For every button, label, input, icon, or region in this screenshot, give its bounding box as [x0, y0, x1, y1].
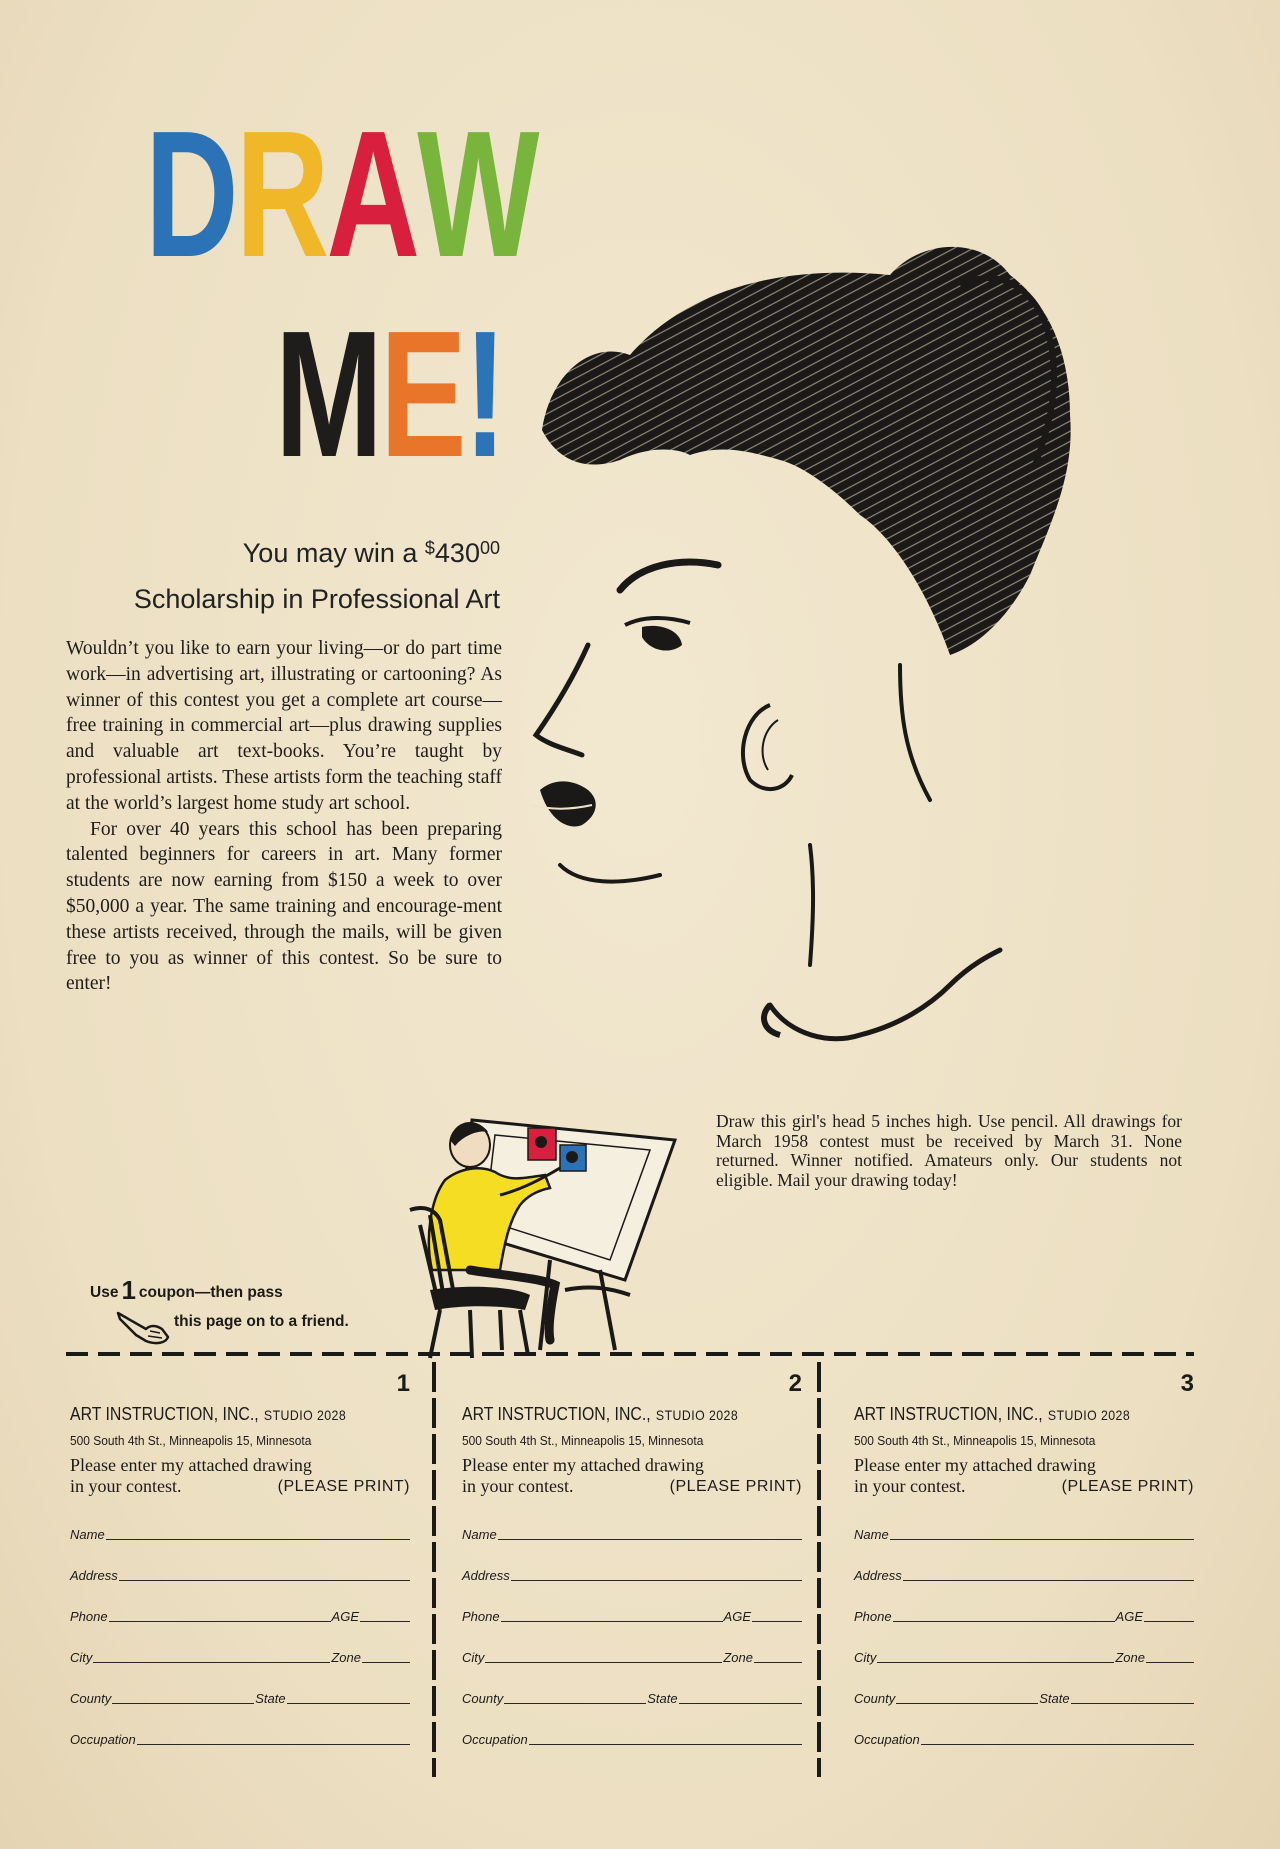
phone-age-field[interactable]: Phone AGE — [462, 1604, 802, 1624]
county-state-field[interactable]: County State — [70, 1686, 410, 1706]
coupon-divider-1 — [432, 1362, 436, 1777]
occupation-field[interactable]: Occupation — [70, 1727, 410, 1747]
address-field[interactable]: Address — [854, 1563, 1194, 1583]
address-field[interactable]: Address — [462, 1563, 802, 1583]
coupon-company: ART INSTRUCTION, INC., STUDIO 2028 — [854, 1404, 1131, 1424]
artist-at-drafting-table-illustration — [400, 1110, 680, 1360]
girl-head-illustration — [530, 245, 1190, 1075]
headline-letter-m: M — [275, 294, 381, 495]
pass-on-line1: Use 1 coupon—then pass — [90, 1275, 283, 1305]
city-zone-field[interactable]: City Zone — [70, 1645, 410, 1665]
subhead-line1: You may win a $^{\$}430^{00}$ — [242, 538, 500, 568]
headline-letter-exclaim: ! — [463, 294, 504, 495]
coupon-company: ART INSTRUCTION, INC., STUDIO 2028 — [462, 1404, 739, 1424]
headline-letter-w: W — [417, 94, 537, 295]
contest-instructions: Draw this girl's head 5 inches high. Use pencil. All drawings for March 1958 contest must be received by March 31. None returned. Winner notified. Amateurs only. Our students not eligible. Mail your drawing today! — [716, 1111, 1182, 1190]
phone-age-field[interactable]: Phone AGE — [854, 1604, 1194, 1624]
pointing-hand-icon — [116, 1305, 172, 1345]
coupon-number: 3 — [1180, 1370, 1194, 1397]
coupon-entry-text: Please enter my attached drawing in your contest. (PLEASE PRINT) — [854, 1455, 1194, 1496]
coupon-number: 2 — [788, 1370, 802, 1397]
headline-letter-d: D — [145, 94, 236, 295]
address-field[interactable]: Address — [70, 1563, 410, 1583]
pass-on-line2: this page on to a friend. — [174, 1313, 349, 1330]
headline-letter-a: A — [326, 94, 418, 295]
coupon-entry-text: Please enter my attached drawing in your contest. (PLEASE PRINT) — [462, 1455, 802, 1496]
coupon-divider-2 — [817, 1362, 821, 1777]
coupon-number: 1 — [396, 1370, 410, 1397]
occupation-field[interactable]: Occupation — [462, 1727, 802, 1747]
subhead — [60, 525, 500, 622]
name-field[interactable]: Name — [854, 1522, 1194, 1542]
coupon-address: 500 South 4th St., Minneapolis 15, Minnesota — [70, 1433, 312, 1448]
county-state-field[interactable]: County State — [462, 1686, 802, 1706]
body-paragraph-2: For over 40 years this school has been preparing talented beginners for careers in art. Many former students are now earning from $150 a week to over $50,000 a year. The same training and encourage-ment these artists received, through the mails, will be given free to you as winner of this contest. So be sure to enter! — [66, 818, 502, 995]
city-zone-field[interactable]: City Zone — [854, 1645, 1194, 1665]
body-paragraph-1: Wouldn’t you like to earn your living—or do part time work—in advertising art, illustrating or cartooning? As winner of this contest you get a complete art course—free training in commercial art—plus drawing supplies and valuable art text-books. You’re taught by professional artists. These artists form the teaching staff at the world’s largest home study art school. — [66, 638, 502, 814]
headline-me — [275, 294, 504, 495]
occupation-field[interactable]: Occupation — [854, 1727, 1194, 1747]
coupon-address: 500 South 4th St., Minneapolis 15, Minnesota — [462, 1433, 704, 1448]
coupon-address: 500 South 4th St., Minneapolis 15, Minnesota — [854, 1433, 1096, 1448]
headline-letter-r: R — [235, 94, 327, 295]
phone-age-field[interactable]: Phone AGE — [70, 1604, 410, 1624]
body-copy — [66, 636, 502, 997]
county-state-field[interactable]: County State — [854, 1686, 1194, 1706]
coupon-company: ART INSTRUCTION, INC., STUDIO 2028 — [70, 1404, 347, 1424]
name-field[interactable]: Name — [462, 1522, 802, 1542]
headline-draw-me — [145, 94, 537, 495]
coupon-entry-text: Please enter my attached drawing in your contest. (PLEASE PRINT) — [70, 1455, 410, 1496]
coupon-cut-line — [66, 1352, 1194, 1356]
name-field[interactable]: Name — [70, 1522, 410, 1542]
headline-draw — [145, 94, 537, 295]
headline-letter-e: E — [380, 294, 464, 495]
subhead-line2: Scholarship in Professional Art — [133, 584, 500, 614]
city-zone-field[interactable]: City Zone — [462, 1645, 802, 1665]
